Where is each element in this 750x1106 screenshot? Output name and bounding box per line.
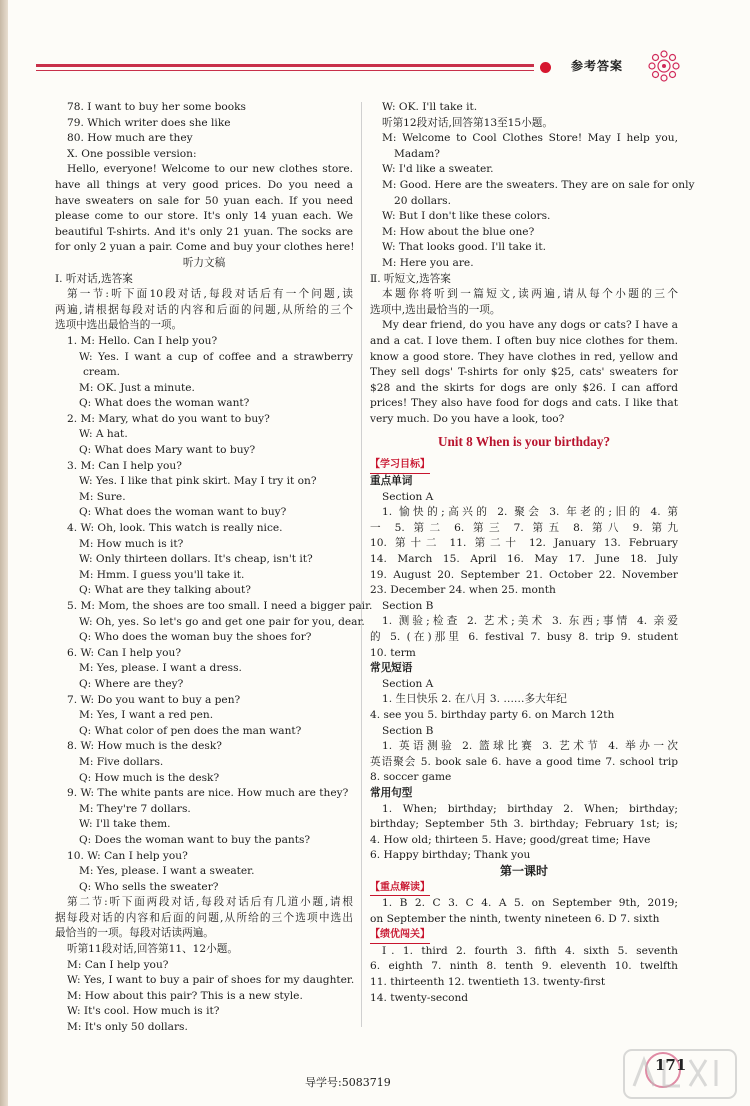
text-line: and a cat. I love them. I often buy nice clothes for them. (370, 334, 678, 347)
text-line: 4. W: Oh, look. This watch is really nice. (67, 522, 283, 535)
text-line: 7. W: Do you want to buy a pen? (67, 693, 241, 706)
answer-line: 1. B 2. C 3. C 4. A 5. on September 9th, 2019; (382, 897, 678, 910)
text-line: 常见短语 (370, 662, 413, 675)
text-line: M: Can I help you? (67, 958, 169, 971)
text-line: 1. 愉快的;高兴的 2. 聚会 3. 年老的;旧的 4. 第 (382, 506, 678, 519)
header-rule (36, 64, 534, 67)
text-line: 听第11段对话,回答第11、12小题。 (67, 943, 238, 956)
text-line: 2. M: Mary, what do you want to buy? (67, 412, 270, 425)
text-line: 1. When; birthday; birthday 2. When; birthday; (382, 802, 678, 815)
text-line: 4. see you 5. birthday party 6. on March 12th (370, 708, 615, 721)
text-line: 80. How much are they (67, 132, 193, 145)
text-line: Q: What color of pen does the man want? (79, 724, 302, 737)
text-line: cream. (83, 366, 120, 379)
listening-script-continued (370, 100, 695, 427)
footer-code: 导学号:5083719 (305, 1076, 391, 1089)
text-line: Q: How much is the desk? (79, 771, 220, 784)
text-line: 8. soccer game (370, 771, 452, 784)
text-line: W: OK. I'll take it. (382, 101, 478, 113)
text-line: 5. M: Mom, the shoes are too small. I need a bigger pair. (67, 600, 373, 612)
left-column (55, 100, 373, 1036)
text-line: 10. 第十二 11. 第二十 12. January 13. February (370, 537, 678, 550)
text-line: M: Welcome to Cool Clothes Store! May I help you, (382, 132, 678, 145)
answer-line: 11. thirteenth 12. twentieth 13. twenty-first (370, 976, 606, 989)
text-line: 1. 测验;检查 2. 艺术;美术 3. 东西;事情 4. 亲爱 (382, 615, 678, 628)
text-line: Ⅱ. 听短文,选答案 (370, 272, 451, 285)
text-line: 据每段对话的内容和后面的问题,从所给的三个选项中选出 (55, 911, 353, 924)
text-line: 两遍,请根据每段对话的内容和后面的问题,从所给的三个 (55, 303, 353, 316)
excellence-answers (370, 944, 678, 1006)
key-points-tag: 【重点解读】 (370, 880, 430, 897)
text-line: Section A (382, 677, 434, 690)
text-line: Madam? (394, 147, 440, 160)
text-line: W: Yes, I want to buy a pair of shoes for my daughter. (67, 974, 355, 987)
text-line: W: It's cool. How much is it? (67, 1005, 220, 1018)
text-line: W: Yes. I like that pink skirt. May I try it on? (79, 475, 317, 488)
text-line: Q: What are they talking about? (79, 584, 251, 597)
text-line: M: Yes, please. I want a dress. (79, 662, 242, 675)
text-line: 选项中选出最恰当的一项。 (55, 319, 183, 332)
text-line: 19. August 20. September 21. October 22. November (370, 568, 678, 581)
text-line: M: Yes, I want a red pen. (79, 709, 214, 722)
text-line: $28 and the skirts for dogs are only $26. I can afford (370, 381, 678, 394)
text-line: Q: Does the woman want to buy the pants? (79, 833, 311, 846)
text-line: W: Only thirteen dollars. It's cheap, isn't it? (79, 553, 313, 566)
text-line: Hello, everyone! Welcome to our new clothes store. (67, 163, 353, 176)
text-line: for only 2 yuan a pair. Come and buy your clothes here! (55, 241, 355, 254)
text-line: 1. 生日快乐 2. 在八月 3. ……多大年纪 (382, 693, 567, 706)
text-line: 1. M: Hello. Can I help you? (67, 334, 218, 347)
text-line: 9. W: The white pants are nice. How much are they? (67, 787, 349, 800)
answer-line: 6. eighth 7. ninth 8. tenth 9. eleventh 10. twelfth (370, 960, 678, 973)
text-line: M: Here you are. (382, 256, 474, 269)
text-line: 听第12段对话,回答第13至15小题。 (382, 116, 553, 129)
text-line: W: I'll take them. (79, 818, 171, 831)
answer-line: on September the ninth, twenty nineteen 6. D 7. sixth (370, 912, 660, 925)
text-line: 3. M: Can I help you? (67, 459, 182, 472)
unit-title: Unit 8 When is your birthday? (437, 434, 611, 450)
header-rule-thin (36, 70, 534, 71)
text-line: 第一节:听下面10段对话,每段对话后有一个问题,读 (67, 288, 353, 301)
text-line: W: A hat. (79, 428, 128, 441)
text-line: very much. Do you have a look, too? (370, 412, 565, 425)
text-line: 选项中,选出最恰当的一项。 (370, 303, 501, 316)
text-line: Q: What does the woman want to buy? (79, 506, 287, 519)
text-line: Q: Who sells the sweater? (79, 880, 219, 893)
text-line: 23. December 24. when 25. month (370, 584, 556, 597)
answer-line: Ⅰ. 1. third 2. fourth 3. fifth 4. sixth 5. seventh (382, 944, 678, 957)
text-line: beautiful T-shirts. And it's only 21 yuan. The socks are (55, 225, 353, 238)
text-line: 10. W: Can I help you? (67, 849, 188, 862)
excellence-tag: 【绩优闯关】 (370, 927, 430, 944)
text-line: Section B (382, 599, 434, 612)
text-line: M: OK. Just a minute. (79, 381, 195, 394)
right-column (370, 100, 695, 1006)
text-line: Ⅰ. 听对话,选答案 (55, 272, 133, 285)
text-line: M: How about this pair? This is a new style. (67, 989, 303, 1002)
text-line: Section A (382, 490, 434, 503)
text-line: Q: Where are they? (79, 677, 184, 690)
binding-edge (0, 0, 8, 1106)
text-line: 1. 英语测验 2. 篮球比赛 3. 艺术节 4. 举办一次 (382, 740, 678, 753)
text-line: M: It's only 50 dollars. (67, 1021, 188, 1034)
text-line: W: I'd like a sweater. (382, 163, 494, 176)
text-line: 6. W: Can I help you? (67, 646, 182, 659)
column-divider (361, 102, 362, 1027)
text-line: 听力文稿 (182, 256, 226, 269)
text-line: know a good store. They have clothes in red, yellow and (370, 350, 678, 363)
text-line: have sweaters on sale for 50 yuan each. If you need (55, 194, 353, 207)
text-line: 14. March 15. April 16. May 17. June 18. July (370, 553, 678, 566)
text-line: My dear friend, do you have any dogs or cats? I have a (382, 319, 678, 332)
text-line: M: How about the blue one? (382, 225, 535, 238)
text-line: 78. I want to buy her some books (67, 101, 246, 113)
text-line: 本题你将听到一篇短文,读两遍,请从每个小题的三个 (382, 288, 678, 301)
text-line: 英语聚会 5. book sale 6. have a good time 7. school trip (370, 755, 678, 768)
key-points-answers (370, 896, 678, 927)
text-line: M: Five dollars. (79, 755, 164, 768)
text-line: Q: What does the woman want? (79, 397, 250, 410)
header-dot-icon (540, 62, 551, 73)
flower-ornament-icon (646, 48, 682, 84)
text-line: Q: What does Mary want to buy? (79, 444, 256, 457)
text-line: M: Hmm. I guess you'll take it. (79, 568, 245, 581)
text-line: 最恰当的一项。每段对话读两遍。 (55, 927, 214, 940)
text-line: 第二节:听下面两段对话,每段对话后有几道小题,请根 (67, 896, 353, 909)
page-number: 171 (655, 1056, 687, 1074)
text-line: M: Yes, please. I want a sweater. (79, 865, 255, 878)
learning-goals-tag: 【学习目标】 (370, 457, 430, 474)
vocabulary-section (370, 474, 678, 864)
text-line: please come to our store. It's only 14 yuan each. We (55, 210, 353, 223)
text-line: W: Yes. I want a cup of coffee and a strawberry (79, 350, 353, 363)
text-line: Ⅹ. One possible version: (67, 147, 197, 160)
text-line: have all things at very good prices. Do you need a (55, 178, 353, 191)
site-watermark-icon (620, 1046, 740, 1102)
text-line: 10. term (370, 646, 416, 659)
text-line: 一 5. 第二 6. 第三 7. 第五 8. 第八 9. 第九 (370, 521, 678, 534)
text-line: M: How much is it? (79, 537, 184, 550)
text-line: M: Sure. (79, 490, 126, 503)
text-line: W: But I don't like these colors. (382, 210, 551, 223)
text-line: M: Good. Here are the sweaters. They are on sale for only (382, 178, 695, 191)
text-line: They sell dogs' T-shirts for only $25, cats' sweaters for (370, 366, 678, 379)
text-line: 79. Which writer does she like (67, 116, 231, 129)
text-line: M: They're 7 dollars. (79, 802, 191, 815)
text-line: 重点单词 (370, 475, 413, 488)
text-line: prices! They also have food for dogs and cats. I like that (370, 397, 678, 410)
lesson-title: 第一课时 (499, 863, 548, 878)
text-line: 6. Happy birthday; Thank you (370, 849, 531, 862)
text-line: 常用句型 (370, 786, 413, 799)
text-line: Section B (382, 724, 434, 737)
text-line: 8. W: How much is the desk? (67, 740, 222, 753)
header-label: 参考答案 (571, 59, 624, 73)
text-line: 的 5. (在)那里 6. festival 7. busy 8. trip 9. student (370, 631, 678, 643)
text-line: W: That looks good. I'll take it. (382, 241, 547, 254)
answer-line: 14. twenty-second (370, 991, 469, 1004)
text-line: 20 dollars. (394, 194, 451, 207)
text-line: birthday; September 5th 3. birthday; February 1st; is; (370, 818, 678, 831)
text-line: 4. How old; thirteen 5. Have; good/great time; Have (370, 833, 651, 846)
text-line: Q: Who does the woman buy the shoes for? (79, 631, 312, 644)
text-line: W: Oh, yes. So let's go and get one pair for you, dear. (79, 615, 365, 628)
